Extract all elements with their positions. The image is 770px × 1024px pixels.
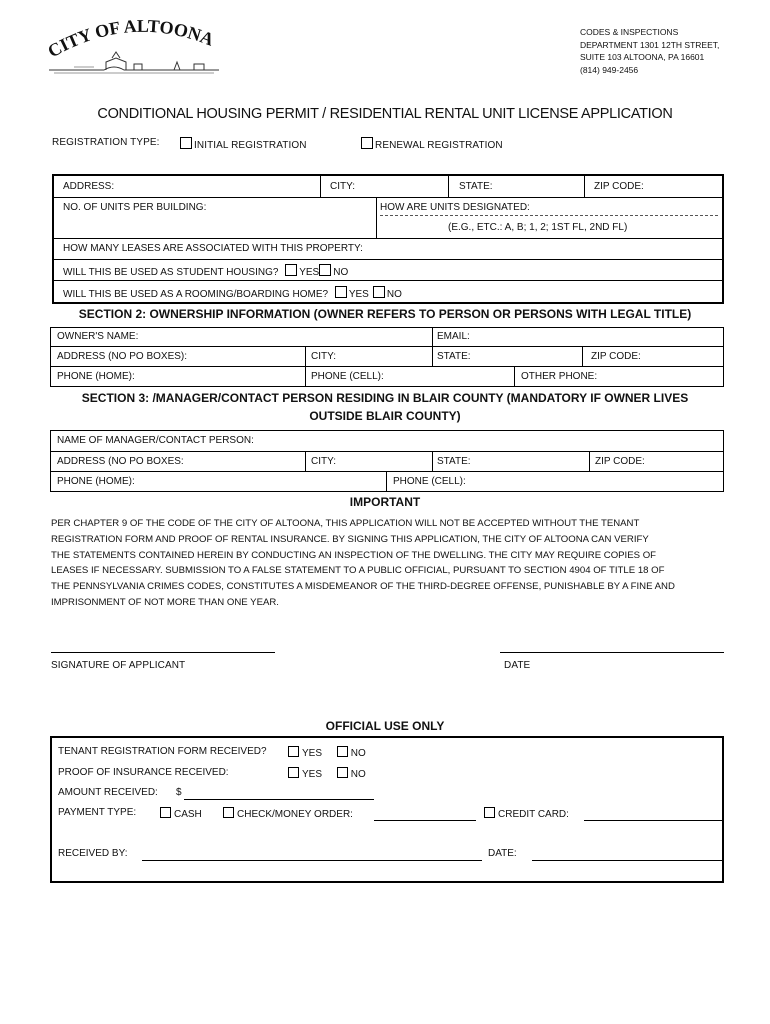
- important-heading: IMPORTANT: [349, 495, 421, 509]
- property-zip-field[interactable]: ZIP CODE:: [594, 181, 644, 192]
- owner-other-phone-field[interactable]: OTHER PHONE:: [521, 371, 598, 382]
- renewal-registration-label: RENEWAL REGISTRATION: [375, 140, 503, 151]
- initial-registration-option[interactable]: [180, 137, 307, 151]
- tenant-form-no-checkbox[interactable]: [337, 746, 348, 757]
- property-city-field[interactable]: CITY:: [330, 181, 356, 192]
- manager-address-field[interactable]: ADDRESS (NO PO BOXES:: [57, 456, 184, 467]
- official-date-input[interactable]: [532, 860, 722, 861]
- initial-registration-checkbox[interactable]: [180, 137, 192, 149]
- credit-card-option[interactable]: [484, 807, 569, 820]
- student-housing-no-label: NO: [333, 267, 349, 278]
- student-housing-no-checkbox[interactable]: [319, 264, 331, 276]
- initial-registration-label: INITIAL REGISTRATION: [194, 140, 307, 151]
- amount-received-label: AMOUNT RECEIVED:: [58, 787, 158, 798]
- insurance-yes-label: YES: [302, 769, 323, 780]
- student-housing-label: WILL THIS BE USED AS STUDENT HOUSING?: [63, 267, 279, 278]
- owner-phone-home-field[interactable]: PHONE (HOME):: [57, 371, 135, 382]
- owner-city-field[interactable]: CITY:: [311, 351, 337, 362]
- owner-phone-cell-field[interactable]: PHONE (CELL):: [311, 371, 384, 382]
- svg-text:CITY OF ALTOONA: [44, 18, 216, 61]
- check-number-input[interactable]: [374, 820, 476, 821]
- notice-line: REGISTRATION FORM AND PROOF OF RENTAL INSURANCE. BY SIGNING THIS APPLICATION, THE CITY OF ALTOONA CAN VERIFY: [51, 533, 649, 545]
- owner-state-field[interactable]: STATE:: [437, 351, 471, 362]
- dollar-sign: $: [176, 787, 182, 798]
- insurance-yes-checkbox[interactable]: [288, 767, 299, 778]
- units-designated-example: (E.G., ETC.: A, B; 1, 2; 1ST FL, 2ND FL): [448, 222, 628, 233]
- insurance-no-checkbox[interactable]: [337, 767, 348, 778]
- notice-line: THE STATEMENTS CONTAINED HEREIN BY CONDUCTING AN INSPECTION OF THE DWELLING. THE CITY MAY REQUIRE COPIES OF: [51, 549, 657, 561]
- dept-line2: DEPARTMENT 1301 12TH STREET,: [580, 39, 720, 50]
- check-option[interactable]: [223, 807, 353, 820]
- insurance-options: [288, 767, 366, 780]
- dept-line3: SUITE 103 ALTOONA, PA 16601: [580, 52, 705, 62]
- manager-city-field[interactable]: CITY:: [311, 456, 337, 467]
- registration-type-label: REGISTRATION TYPE:: [52, 137, 160, 148]
- manager-state-field[interactable]: STATE:: [437, 456, 471, 467]
- student-housing-yes-label: YES: [299, 267, 320, 278]
- official-use-box: [50, 736, 724, 883]
- date-label: DATE: [504, 660, 531, 671]
- property-state-field[interactable]: STATE:: [459, 181, 493, 192]
- rooming-home-no-checkbox[interactable]: [373, 286, 385, 298]
- rooming-home-no-label: NO: [386, 289, 402, 300]
- owner-address-field[interactable]: ADDRESS (NO PO BOXES):: [57, 351, 188, 362]
- insurance-no-label: NO: [350, 769, 366, 780]
- form-title: CONDITIONAL HOUSING PERMIT / RESIDENTIAL RENTAL UNIT LICENSE APPLICATION: [97, 106, 673, 122]
- signature-label: SIGNATURE OF APPLICANT: [51, 660, 186, 671]
- official-date-label: DATE:: [488, 848, 517, 859]
- payment-type-label: PAYMENT TYPE:: [58, 807, 137, 818]
- tenant-form-no-label: NO: [350, 748, 366, 759]
- manager-phone-cell-field[interactable]: PHONE (CELL):: [393, 476, 466, 487]
- manager-contact-table: [50, 430, 724, 492]
- notice-line: PER CHAPTER 9 OF THE CODE OF THE CITY OF ALTOONA, THIS APPLICATION WILL NOT BE ACCEPTED WITHOUT THE TENANT: [51, 518, 640, 529]
- section3-heading-line2: OUTSIDE BLAIR COUNTY): [309, 409, 461, 423]
- city-logo: [44, 18, 224, 80]
- notice-line: IMPRISONMENT OF NOT MORE THAN ONE YEAR.: [51, 596, 279, 608]
- tenant-form-yes-checkbox[interactable]: [288, 746, 299, 757]
- insurance-received-label: PROOF OF INSURANCE RECEIVED:: [58, 767, 229, 778]
- units-designated-field[interactable]: HOW ARE UNITS DESIGNATED:: [380, 202, 530, 213]
- official-use-heading: OFFICIAL USE ONLY: [325, 719, 445, 733]
- manager-zip-field[interactable]: ZIP CODE:: [595, 456, 645, 467]
- rooming-home-label: WILL THIS BE USED AS A ROOMING/BOARDING HOME?: [63, 289, 329, 300]
- tenant-form-yes-label: YES: [302, 748, 323, 759]
- student-housing-yes-checkbox[interactable]: [285, 264, 297, 276]
- check-money-order-checkbox[interactable]: [223, 807, 234, 818]
- student-housing-question: [63, 264, 348, 278]
- rooming-home-yes-checkbox[interactable]: [335, 286, 347, 298]
- credit-card-input[interactable]: [584, 820, 722, 821]
- signature-line[interactable]: [51, 652, 275, 653]
- leases-count-field[interactable]: HOW MANY LEASES ARE ASSOCIATED WITH THIS PROPERTY:: [63, 243, 363, 254]
- property-info-table: [52, 174, 724, 304]
- notice-line: THE PENNSYLVANIA CRIMES CODES, CONSTITUTES A MISDEMEANOR OF THE THIRD-DEGREE OFFENSE, PUNISHABLE BY A FINE AND: [51, 581, 675, 593]
- units-per-building-field[interactable]: NO. OF UNITS PER BUILDING:: [63, 202, 207, 213]
- tenant-form-received-label: TENANT REGISTRATION FORM RECEIVED?: [58, 746, 267, 757]
- received-by-label: RECEIVED BY:: [58, 848, 128, 859]
- notice-line: LEASES IF NECESSARY. SUBMISSION TO A FALSE STATEMENT TO A PUBLIC OFFICIAL, PURSUANT TO SECTION 4904 OF TITLE 18 OF: [51, 565, 665, 577]
- credit-card-label: CREDIT CARD:: [498, 809, 569, 820]
- section2-heading: SECTION 2: OWNERSHIP INFORMATION (OWNER REFERS TO PERSON OR PERSONS WITH LEGAL TITLE): [78, 307, 692, 321]
- ownership-table: [50, 327, 724, 387]
- cash-option[interactable]: [160, 807, 202, 820]
- logo-text: CITY OF ALTOONA: [44, 18, 217, 62]
- property-address-field[interactable]: ADDRESS:: [63, 181, 115, 192]
- rooming-home-question: [63, 286, 402, 300]
- owner-email-field[interactable]: EMAIL:: [437, 331, 470, 342]
- tenant-form-options: [288, 746, 366, 759]
- manager-name-field[interactable]: NAME OF MANAGER/CONTACT PERSON:: [57, 435, 254, 446]
- dept-line1: CODES & INSPECTIONS: [580, 27, 679, 37]
- owner-name-field[interactable]: OWNER'S NAME:: [57, 331, 139, 342]
- cash-label: CASH: [174, 809, 202, 820]
- renewal-registration-option[interactable]: [361, 137, 503, 151]
- important-notice: [51, 516, 675, 611]
- cash-checkbox[interactable]: [160, 807, 171, 818]
- rooming-home-yes-label: YES: [348, 289, 369, 300]
- dept-line4: (814) 949-2456: [580, 64, 639, 75]
- check-money-order-label: CHECK/MONEY ORDER:: [237, 809, 353, 820]
- received-by-input[interactable]: [142, 860, 482, 861]
- manager-phone-home-field[interactable]: PHONE (HOME):: [57, 476, 135, 487]
- amount-received-input[interactable]: [184, 799, 374, 800]
- department-address: [580, 26, 719, 76]
- renewal-registration-checkbox[interactable]: [361, 137, 373, 149]
- section3-heading-line1: SECTION 3: /MANAGER/CONTACT PERSON RESIDING IN BLAIR COUNTY (MANDATORY IF OWNER LIVES: [81, 391, 689, 405]
- credit-card-checkbox[interactable]: [484, 807, 495, 818]
- date-line[interactable]: [500, 652, 724, 653]
- owner-zip-field[interactable]: ZIP CODE:: [591, 351, 641, 362]
